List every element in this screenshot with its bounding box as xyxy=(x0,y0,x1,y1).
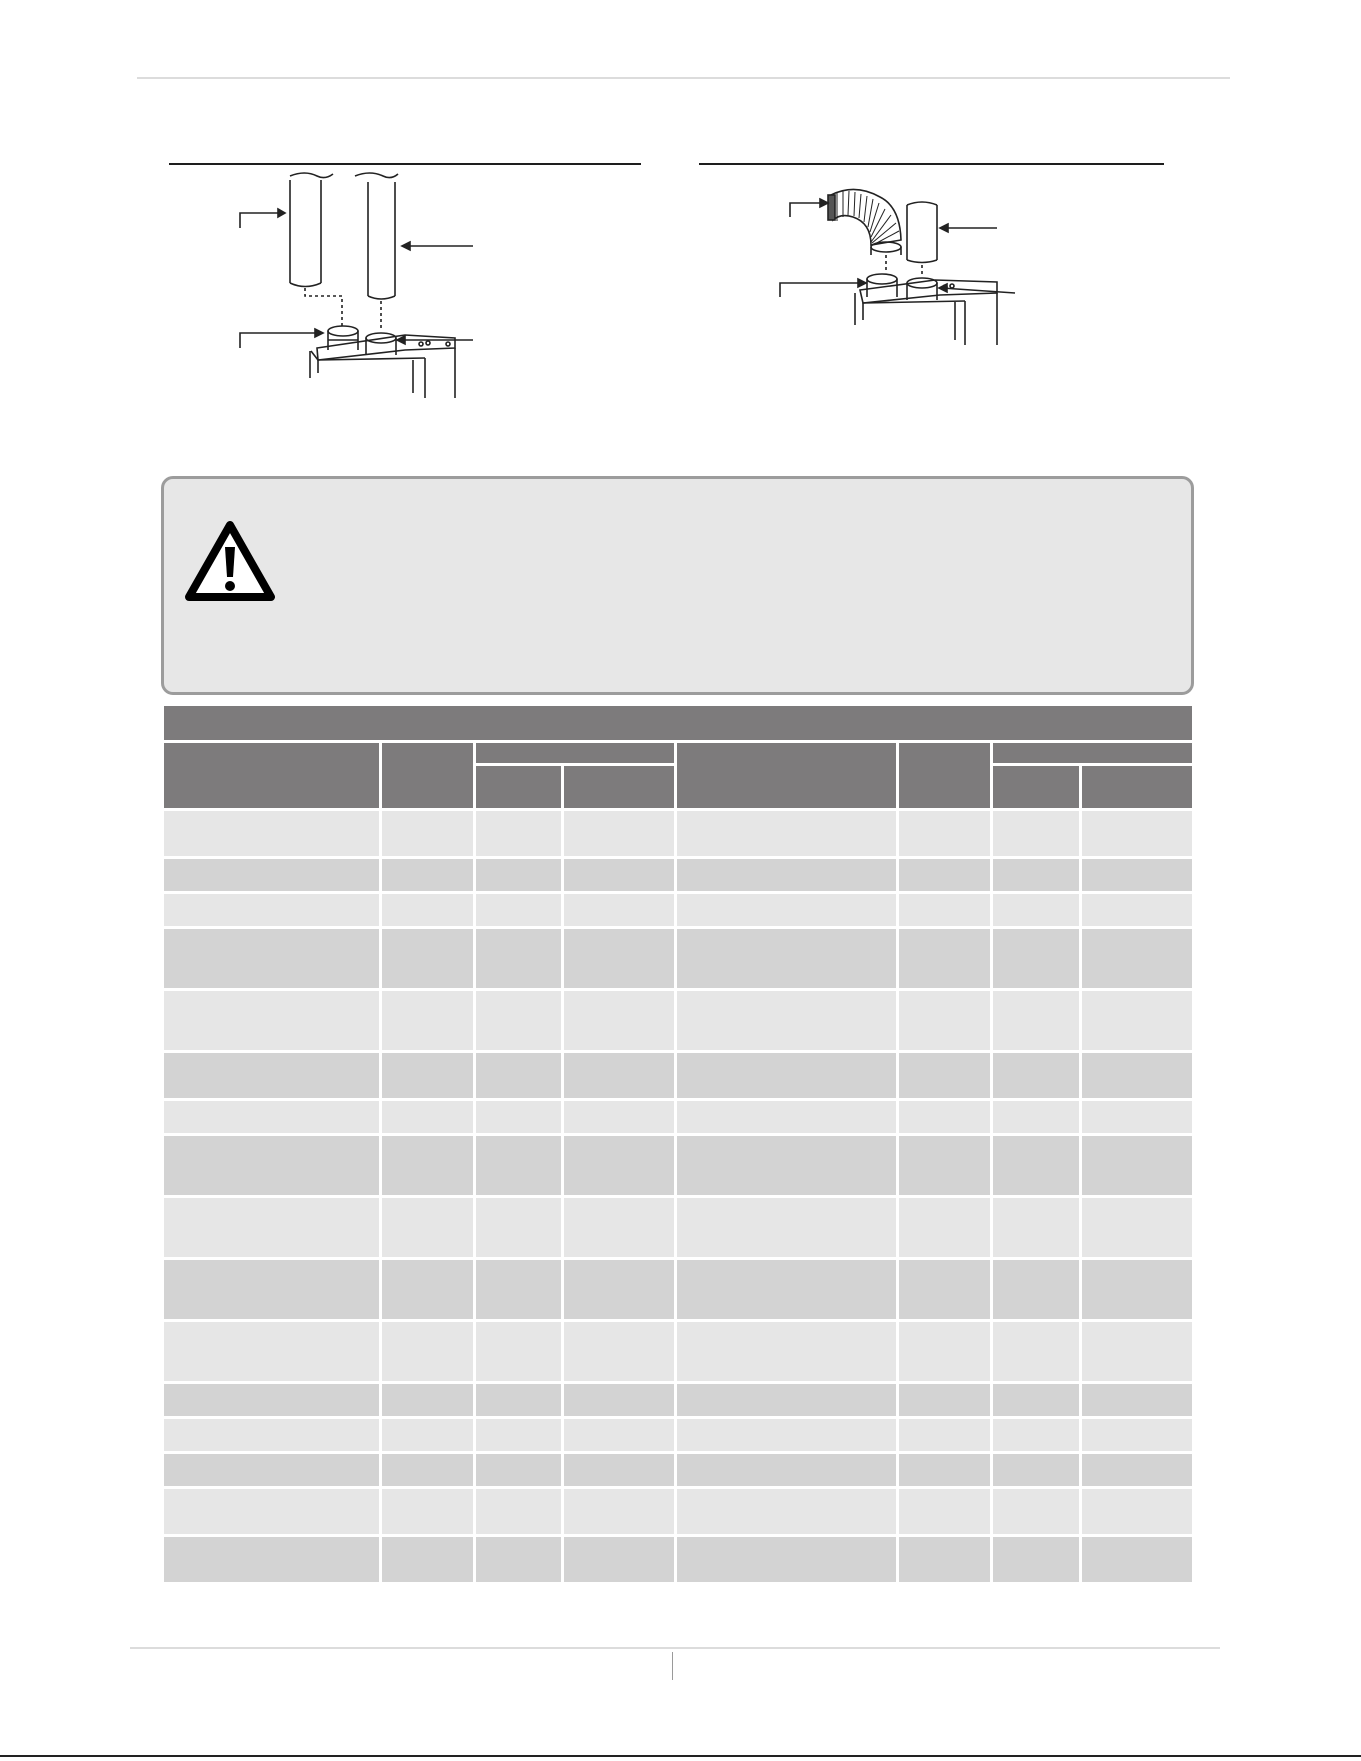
table-cell xyxy=(164,991,379,1050)
table-cell xyxy=(382,991,473,1050)
table-row xyxy=(164,894,1192,926)
table-cell xyxy=(1082,1419,1192,1451)
table-cell xyxy=(382,1101,473,1133)
table-cell xyxy=(993,1489,1078,1534)
table-cell xyxy=(1082,991,1192,1050)
table-cell xyxy=(1082,1489,1192,1534)
table-cell xyxy=(899,1537,990,1582)
table-cell xyxy=(899,1419,990,1451)
table-cell xyxy=(382,1198,473,1257)
table-cell xyxy=(1082,1322,1192,1381)
table-cell xyxy=(564,929,674,988)
table-row xyxy=(164,1260,1192,1319)
left-group-header xyxy=(476,743,675,763)
table-cell xyxy=(382,859,473,891)
table-cell xyxy=(899,991,990,1050)
table-cell xyxy=(899,894,990,926)
table-cell xyxy=(993,1053,1078,1098)
table-cell xyxy=(1082,1053,1192,1098)
table-cell xyxy=(993,1260,1078,1319)
right-sub2-header xyxy=(1082,766,1192,808)
table-cell xyxy=(382,1419,473,1451)
table-cell xyxy=(564,1198,674,1257)
table-cell xyxy=(476,1537,561,1582)
footer-separator xyxy=(672,1652,673,1680)
table-cell xyxy=(564,1260,674,1319)
table-cell xyxy=(1082,1260,1192,1319)
spec-grid xyxy=(161,740,1195,1585)
table-cell xyxy=(564,894,674,926)
table-cell xyxy=(677,991,896,1050)
table-cell xyxy=(564,1322,674,1381)
table-cell xyxy=(899,1198,990,1257)
table-cell xyxy=(476,1053,561,1098)
table-cell xyxy=(993,859,1078,891)
table-cell xyxy=(564,1101,674,1133)
table-cell xyxy=(899,859,990,891)
table-cell xyxy=(164,1198,379,1257)
table-cell xyxy=(164,811,379,856)
top-divider xyxy=(137,77,1230,79)
table-cell xyxy=(382,1489,473,1534)
warning-box xyxy=(161,476,1194,695)
table-cell xyxy=(899,1384,990,1416)
table-cell xyxy=(1082,859,1192,891)
table-cell xyxy=(476,1322,561,1381)
table-cell xyxy=(993,894,1078,926)
table-row xyxy=(164,1136,1192,1195)
table-cell xyxy=(164,1322,379,1381)
table-cell xyxy=(476,1419,561,1451)
table-cell xyxy=(564,1384,674,1416)
table-cell xyxy=(993,929,1078,988)
table-cell xyxy=(993,1101,1078,1133)
table-cell xyxy=(382,1053,473,1098)
table-cell xyxy=(476,991,561,1050)
table-cell xyxy=(993,1384,1078,1416)
right-sub1-header xyxy=(993,766,1078,808)
table-cell xyxy=(677,1101,896,1133)
table-cell xyxy=(164,1053,379,1098)
table-cell xyxy=(993,991,1078,1050)
table-cell xyxy=(564,1419,674,1451)
table-cell xyxy=(993,1454,1078,1486)
table-row xyxy=(164,859,1192,891)
right-col1-header xyxy=(677,743,896,808)
table-cell xyxy=(164,859,379,891)
table-cell xyxy=(382,929,473,988)
left-figure-section-rule xyxy=(169,163,641,165)
right-group-header xyxy=(993,743,1192,763)
table-cell xyxy=(382,1384,473,1416)
left-sub1-header xyxy=(476,766,561,808)
table-cell xyxy=(382,1454,473,1486)
table-cell xyxy=(476,894,561,926)
table-cell xyxy=(476,859,561,891)
table-cell xyxy=(476,1198,561,1257)
table-cell xyxy=(993,1136,1078,1195)
table-cell xyxy=(677,894,896,926)
spec-table xyxy=(164,706,1192,1585)
table-row xyxy=(164,1419,1192,1451)
table-cell xyxy=(1082,811,1192,856)
table-cell xyxy=(164,1489,379,1534)
table-cell xyxy=(164,1136,379,1195)
table-cell xyxy=(899,1053,990,1098)
table-cell xyxy=(677,929,896,988)
table-cell xyxy=(899,929,990,988)
table-cell xyxy=(476,1136,561,1195)
bottom-divider xyxy=(130,1647,1220,1649)
table-cell xyxy=(1082,1384,1192,1416)
left-vent-diagram xyxy=(225,168,485,403)
table-cell xyxy=(476,1454,561,1486)
table-row xyxy=(164,1537,1192,1582)
table-cell xyxy=(564,991,674,1050)
table-cell xyxy=(899,1454,990,1486)
table-cell xyxy=(382,1322,473,1381)
table-cell xyxy=(993,1198,1078,1257)
table-cell xyxy=(1082,1537,1192,1582)
table-row xyxy=(164,929,1192,988)
table-row xyxy=(164,991,1192,1050)
table-cell xyxy=(164,894,379,926)
table-cell xyxy=(899,1489,990,1534)
table-cell xyxy=(677,1053,896,1098)
table-cell xyxy=(993,1537,1078,1582)
table-cell xyxy=(476,929,561,988)
table-cell xyxy=(677,1454,896,1486)
table-cell xyxy=(564,811,674,856)
table-cell xyxy=(993,1322,1078,1381)
table-row xyxy=(164,1053,1192,1098)
table-cell xyxy=(164,1454,379,1486)
table-cell xyxy=(677,859,896,891)
table-row xyxy=(164,1384,1192,1416)
left-col1-header xyxy=(164,743,379,808)
table-cell xyxy=(677,1489,896,1534)
table-cell xyxy=(164,1384,379,1416)
table-cell xyxy=(164,1101,379,1133)
table-cell xyxy=(382,1537,473,1582)
table-cell xyxy=(476,1384,561,1416)
page-bottom-edge xyxy=(0,1755,1361,1757)
table-cell xyxy=(564,1454,674,1486)
table-cell xyxy=(677,811,896,856)
table-row xyxy=(164,1454,1192,1486)
table-cell xyxy=(476,1489,561,1534)
table-row xyxy=(164,1489,1192,1534)
table-cell xyxy=(899,1322,990,1381)
table-title xyxy=(164,706,1192,740)
table-cell xyxy=(677,1322,896,1381)
left-sub2-header xyxy=(564,766,674,808)
table-cell xyxy=(1082,1198,1192,1257)
table-cell xyxy=(677,1384,896,1416)
table-cell xyxy=(564,1489,674,1534)
table-cell xyxy=(677,1260,896,1319)
table-cell xyxy=(899,1101,990,1133)
table-cell xyxy=(164,1260,379,1319)
table-cell xyxy=(164,1419,379,1451)
right-figure-section-rule xyxy=(699,163,1164,165)
table-cell xyxy=(677,1537,896,1582)
table-cell xyxy=(899,1136,990,1195)
table-cell xyxy=(1082,894,1192,926)
left-col2-header xyxy=(382,743,473,808)
table-cell xyxy=(1082,1101,1192,1133)
table-cell xyxy=(564,1136,674,1195)
table-row xyxy=(164,1322,1192,1381)
table-cell xyxy=(677,1198,896,1257)
table-cell xyxy=(382,811,473,856)
table-cell xyxy=(677,1136,896,1195)
table-cell xyxy=(476,1101,561,1133)
table-cell xyxy=(1082,1454,1192,1486)
table-cell xyxy=(899,1260,990,1319)
table-cell xyxy=(382,894,473,926)
right-vent-diagram xyxy=(775,185,1035,350)
table-cell xyxy=(164,929,379,988)
table-cell xyxy=(993,811,1078,856)
table-cell xyxy=(164,1537,379,1582)
table-cell xyxy=(382,1136,473,1195)
table-row xyxy=(164,1101,1192,1133)
table-cell xyxy=(476,1260,561,1319)
table-cell xyxy=(1082,929,1192,988)
table-cell xyxy=(993,1419,1078,1451)
right-col2-header xyxy=(899,743,990,808)
table-cell xyxy=(677,1419,896,1451)
spec-table-body xyxy=(164,811,1192,1582)
warning-triangle-icon xyxy=(184,519,276,603)
table-cell xyxy=(899,811,990,856)
table-row xyxy=(164,811,1192,856)
table-cell xyxy=(564,1053,674,1098)
table-cell xyxy=(382,1260,473,1319)
table-row xyxy=(164,1198,1192,1257)
table-cell xyxy=(564,859,674,891)
table-cell xyxy=(476,811,561,856)
table-cell xyxy=(564,1537,674,1582)
table-cell xyxy=(1082,1136,1192,1195)
